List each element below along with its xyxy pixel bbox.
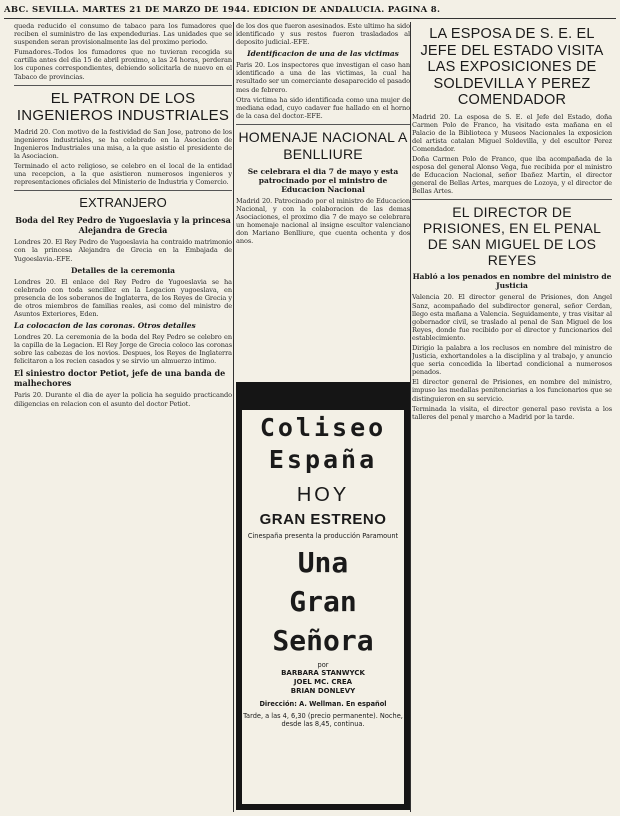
- ad-presents: Cinespaña presenta la producción Paramount: [247, 532, 399, 540]
- ad-today: HOY: [296, 484, 350, 506]
- ad-premiere: GRAN ESTRENO: [259, 511, 387, 528]
- subheading-benlliure: Se celebrara el dia 7 de mayo y esta patrocinado por el ministro de Educacion Nacional: [247, 166, 399, 194]
- article-text: Paris 20. Durante el dia de ayer la policia ha seguido practicando diligencias en relacion con el asunto del doctor Petiot.: [14, 391, 232, 408]
- article-text: El director general de Prisiones, en nombre del ministro, impuso las medallas penitenciarias a los funcionarios que se distinguieron en su servicio.: [412, 378, 612, 403]
- article-text: Fumadores.-Todos los fumadores que no tuvieran recogida su cartilla antes del dia 15 de abril proximo, a las 24 horas, perderan los cupones correspondientes, debiendo solicitarla de nuevo en el Tabaco de provincias.: [14, 48, 232, 81]
- article-text: Madrid 20. Con motivo de la festividad de San Jose, patrono de los ingenieros industriales, se ha celebrado en la Asociacion de Ingenieros Industriales una misa, a la que asistio el presidente de la Asociacion.: [14, 127, 232, 160]
- headline-esposa: LA ESPOSA DE S. E. EL JEFE DEL ESTADO VISITA LAS EXPOSICIONES DE SOLDEVILLA Y PEREZ COMENDADOR: [420, 26, 604, 108]
- ad-brand-line-1: Coliseo: [259, 413, 387, 442]
- article-text: Otra victima ha sido identificada como una mujer de mediana edad, cuyo cadaver fue hallado en el horno de la casa del doctor.-EFE.: [236, 95, 410, 120]
- subheading-detalles: Detalles de la ceremonia: [70, 265, 175, 275]
- article-text: de los dos que fueron asesinados. Este ultimo ha sido identificado y sus restos fueron trasladados al deposito judicial.-EFE.: [236, 22, 410, 47]
- subheading-identificacion: Identificacion de una de las victimas: [247, 49, 399, 59]
- headline-patron: EL PATRON DE LOS INGENIEROS INDUSTRIALES: [16, 89, 230, 124]
- ad-direction: Dirección: A. Wellman. En español: [259, 700, 387, 708]
- article-text: Dirigio la palabra a los reclusos en nombre del ministro de Justicia, exhortandoles a la disciplina y al trabajo, y anuncio que seria concedida la libertad condicional a numerosos penados.: [412, 344, 612, 377]
- divider: [412, 199, 612, 200]
- headline-benlliure: HOMENAJE NACIONAL A BENLLIURE: [238, 128, 408, 162]
- cinema-advertisement: [236, 382, 410, 810]
- article-text: Terminado el acto religioso, se celebro en el local de la entidad una recepcion, a la que asistieron numerosos ingenieros y representaciones oficiales del Ministerio de Industria y Comercio.: [14, 162, 232, 187]
- advertisement-panel: [242, 410, 404, 804]
- article-text: Madrid 20. Patrocinado por el ministro de Educacion Nacional, y con la colaboracion de las demas Asociaciones, el proximo dia 7 de mayo se celebrara un homenaje nacional al insigne escultor valenciano don Mariano Benlliure, que cuenta ochenta y dos anos.: [236, 196, 410, 246]
- ad-brand-line-2: España: [268, 445, 378, 474]
- subheading-boda: Boda del Rey Pedro de Yugoeslavia y la princesa Alejandra de Grecia: [15, 215, 231, 236]
- ad-cast-1: BARBARA STANWYCK: [281, 669, 365, 677]
- ad-by: por: [317, 661, 329, 669]
- article-text: Doña Carmen Polo de Franco, que iba acompañada de la esposa del general Alonso Vega, fue recibida por el ministro de Educacion Nacional, señor Ibañez Martin, el director general de Bellas Artes, marques de Lozoya, y el director de Bellas Artes.: [412, 154, 612, 196]
- article-text: Valencia 20. El director general de Prisiones, don Angel Sanz, acompañado del subdirector general, señor Cerdan, llego esta mañana a Valencia. Seguidamente, y tras visitar al gobernador civil, se traslado al penal de San Miguel de los Reyes, donde fue recibido por el director y funcionarios del establecimiento.: [412, 293, 612, 342]
- article-text: Londres 20. La ceremonia de la boda del Rey Pedro se celebro en la capilla de la Legacion. El Rey Jorge de Grecia coloco las coronas sobre las cabezas de los novios. Despues, los Reyes de Inglaterra felicitaron a los recien casados y se sirvio un almuerzo intimo.: [14, 333, 232, 366]
- ad-cast-3: BRIAN DONLEVY: [290, 687, 356, 695]
- divider: [236, 124, 410, 125]
- column-right: [412, 22, 612, 814]
- subheading-prisiones: Habló a los penados en nombre del ministro de Justicia: [412, 272, 612, 291]
- section-heading-extranjero: EXTRANJERO: [79, 195, 167, 211]
- column-rule-1: [233, 22, 234, 812]
- article-text: Madrid 20. La esposa de S. E. el Jefe del Estado, doña Carmen Polo de Franco, ha visitado esta mañana en el Palacio de la Biblioteca y Museos Nacionales la exposicion del artista catalan Miguel Soldevilla, y del escultor Perez Comendador.: [412, 112, 612, 153]
- ad-schedule: Tarde, a las 4, 6,30 (precio permanente). Noche, desde las 8,45, continua.: [243, 712, 403, 728]
- subheading-coronas: La colocacion de las coronas. Otros detalles: [14, 321, 196, 331]
- ad-cast-2: JOEL MC. CREA: [293, 678, 353, 686]
- ad-film-title-3: Señora: [272, 624, 374, 657]
- divider: [14, 85, 232, 86]
- column-middle: [236, 22, 410, 382]
- ad-film-title-1: Una: [297, 546, 349, 579]
- article-text: queda reducido el consumo de tabaco para los fumadores que reciben el suministro de las expendedurias. Las unidades que se suspenden seran provisionalmente las del proximo periodo.: [14, 22, 232, 47]
- headline-prisiones: EL DIRECTOR DE PRISIONES, EN EL PENAL DE SAN MIGUEL DE LOS REYES: [422, 204, 602, 269]
- article-text: Londres 20. El enlace del Rey Pedro de Yugoeslavia se ha celebrado con toda sencillez en la Legacion yugoeslava, en presencia de los soberanos de Inglaterra, de los Reyes de Grecia y de otros miembros de familias reales, asi como del ministro de Asuntos Exteriores, Eden.: [14, 277, 232, 318]
- article-text: Londres 20. El Rey Pedro de Yugoeslavia ha contraido matrimonio con la princesa Alejandra de Grecia en la Embajada de Yugoeslavia.-EFE.: [14, 238, 232, 263]
- divider: [14, 190, 232, 191]
- subheading-petiot: El siniestro doctor Petiot, jefe de una banda de malhechores: [14, 368, 226, 389]
- article-text: Paris 20. Los inspectores que investigan el caso han identificado a una de las victimas, la cual ha resultado ser un comerciante desaparecido el pasado mes de febrero.: [236, 61, 410, 94]
- article-text: Terminada la visita, el director general paso revista a los talleres del penal y marcho a Madrid por la tarde.: [412, 404, 612, 421]
- column-rule-2: [410, 22, 411, 812]
- ad-film-title-2: Gran: [289, 585, 357, 618]
- page-header: ABC. SEVILLA. MARTES 21 DE MARZO DE 1944. EDICION DE ANDALUCIA. PAGINA 8.: [4, 2, 616, 19]
- column-left: [14, 22, 232, 814]
